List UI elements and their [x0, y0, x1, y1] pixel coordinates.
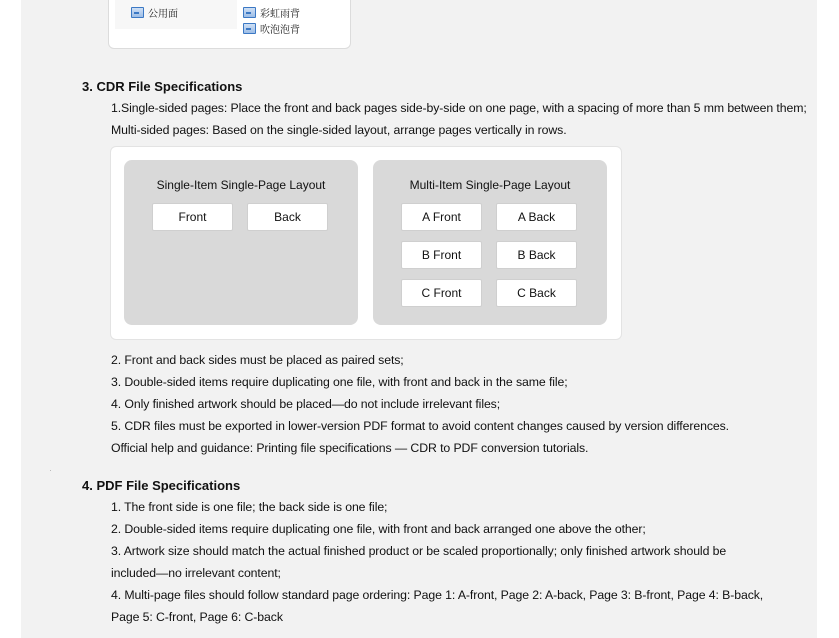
file-item	[131, 5, 178, 20]
section4-item1: 1. The front side is one file; the back side is one file;	[111, 500, 388, 514]
file-item-label: 彩虹雨背	[260, 9, 300, 20]
file-item	[243, 21, 300, 36]
layout-diagram	[110, 146, 622, 340]
image-file-icon	[243, 7, 256, 18]
section4-item4b: Page 5: C-front, Page 6: C-back	[111, 610, 283, 624]
section4-item3b: included—no irrelevant content;	[111, 566, 281, 580]
image-file-icon	[243, 23, 256, 34]
section3-item5: 5. CDR files must be exported in lower-version PDF format to avoid content changes caused by version differences.	[111, 419, 729, 433]
file-item-label: 公用面	[148, 9, 178, 20]
image-file-icon	[131, 7, 144, 18]
c-back-box: C Back	[496, 279, 577, 307]
multi-layout-title: Multi-Item Single-Page Layout	[409, 178, 571, 192]
file-item	[243, 5, 300, 20]
single-layout-panel	[124, 160, 358, 325]
single-layout-title: Single-Item Single-Page Layout	[156, 178, 326, 192]
section3-item4: 4. Only finished artwork should be placed—do not include irrelevant files;	[111, 397, 501, 411]
section3-line2: Multi-sided pages: Based on the single-sided layout, arrange pages vertically in rows.	[111, 123, 567, 137]
section3-item3: 3. Double-sided items require duplicating one file, with front and back in the same file;	[111, 375, 568, 389]
section3-heading: 3. CDR File Specifications	[82, 79, 243, 94]
a-front-box: A Front	[401, 203, 482, 231]
b-back-box: B Back	[496, 241, 577, 269]
c-front-box: C Front	[401, 279, 482, 307]
section4-item4a: 4. Multi-page files should follow standard page ordering: Page 1: A-front, Page 2: A-back, Page 3: B-front, Page 4: B-back,	[111, 588, 764, 602]
file-item-label: 吹泡泡背	[260, 25, 300, 36]
front-box: Front	[152, 203, 233, 231]
section4-item3a: 3. Artwork size should match the actual finished product or be scaled proportionally; only finished artwork should be	[111, 544, 727, 558]
section4-item2: 2. Double-sided items require duplicating one file, with front and back arranged one above the other;	[111, 522, 646, 536]
back-box: Back	[247, 203, 328, 231]
stray-dot	[50, 470, 51, 471]
section3-item2: 2. Front and back sides must be placed as paired sets;	[111, 353, 404, 367]
b-front-box: B Front	[401, 241, 482, 269]
file-list-preview	[108, 0, 351, 49]
section3-line1: 1.Single-sided pages: Place the front and back pages side-by-side on one page, with a spacing of more than 5 mm between them;	[111, 101, 807, 115]
section3-help-link[interactable]: Official help and guidance: Printing file specifications — CDR to PDF conversion tutorials.	[111, 441, 589, 455]
section4-heading: 4. PDF File Specifications	[82, 478, 241, 493]
a-back-box: A Back	[496, 203, 577, 231]
multi-layout-panel	[373, 160, 607, 325]
